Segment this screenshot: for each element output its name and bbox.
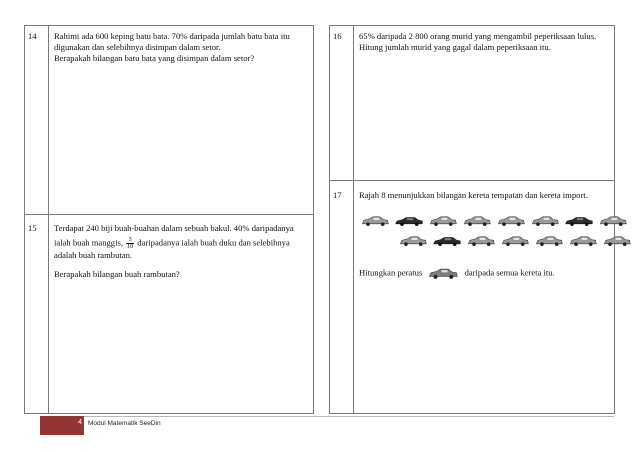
question-16-number: 16 — [330, 26, 354, 181]
car-picture-10 — [433, 235, 461, 247]
q14-line1: Rahimi ada 600 keping batu bata. 70% daripada jumlah batu bata itu — [54, 31, 290, 41]
q17-question-pre: Hitungkan peratus — [359, 267, 423, 278]
q14-line2: digunakan dan selebihnya disimpan dalam setor. — [54, 42, 221, 52]
footer-title: Modul Matematik SeeDin — [88, 420, 161, 427]
q15-line3: adalah buah rambutan. — [54, 250, 133, 260]
car-picture-13 — [535, 235, 563, 247]
question-17-number: 17 — [330, 181, 354, 414]
q15-line2-pre: ialah buah manggis, — [54, 237, 123, 248]
left-question-table — [24, 25, 314, 414]
q15-line1: Terdapat 240 biji buah-buahan dalam sebuah bakul. 40% daripadanya — [54, 223, 294, 233]
imported-car-icon — [428, 267, 458, 280]
car-picture-4 — [463, 215, 491, 227]
question-16-text — [354, 26, 615, 181]
question-15-text — [49, 215, 314, 414]
car-picture-7 — [565, 215, 593, 227]
q16-line1: 65% daripada 2 800 orang murid yang mengambil peperiksaan lulus. — [359, 31, 597, 41]
car-picture-11 — [467, 235, 495, 247]
car-picture-15 — [603, 235, 631, 247]
q15-question: Berapakah bilangan buah rambutan? — [54, 269, 180, 279]
q17-question — [359, 267, 610, 280]
question-17-text — [354, 181, 615, 414]
q15-fraction-numerator: 3 — [126, 237, 134, 244]
footer-rule — [40, 416, 614, 417]
car-picture-1 — [361, 215, 389, 227]
q15-fraction — [126, 237, 134, 250]
car-picture-8 — [599, 215, 627, 227]
car-diagram — [359, 215, 610, 255]
q15-fraction-denominator: 10 — [127, 244, 134, 250]
q17-line1: Rajah 8 menunjukkan bilangan kereta tempatan dan kereta import. — [359, 190, 588, 200]
q16-line2: Hitung jumlah murid yang gagal dalam peperiksaan itu. — [359, 42, 551, 52]
question-14-text — [49, 26, 314, 215]
car-picture-14 — [569, 235, 597, 247]
car-picture-5 — [497, 215, 525, 227]
q15-line2-post: daripadanya ialah buah duku dan selebihnya — [137, 237, 290, 248]
right-question-table — [329, 25, 615, 414]
car-picture-9 — [399, 235, 427, 247]
car-picture-3 — [429, 215, 457, 227]
car-picture-2 — [395, 215, 423, 227]
q17-question-post: daripada semua kereta itu. — [464, 267, 555, 278]
car-picture-6 — [531, 215, 559, 227]
question-14-number: 14 — [25, 26, 49, 215]
q14-line3: Berapakah bilangan batu bata yang disimpan dalam setor? — [54, 53, 255, 63]
footer-page-number: 4 — [78, 419, 82, 426]
car-picture-12 — [501, 235, 529, 247]
question-15-number: 15 — [25, 215, 49, 414]
q15-line2 — [54, 237, 309, 250]
